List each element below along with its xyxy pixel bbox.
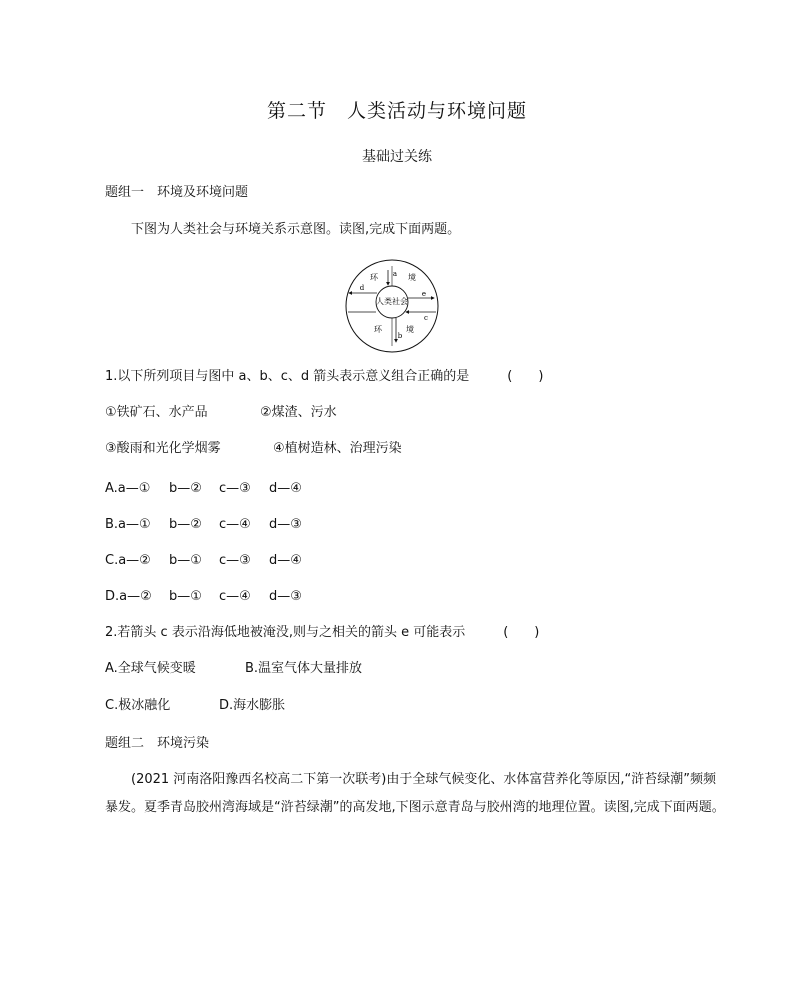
question-2-stem xyxy=(105,624,539,642)
q2-option-a: A.全球气候变暖 xyxy=(105,661,196,676)
label-bottom-right: 境 xyxy=(406,325,414,334)
section-subtitle: 基础过关练 xyxy=(362,149,432,165)
human-environment-diagram xyxy=(344,258,440,354)
q2-option-d: D.海水膨胀 xyxy=(219,698,286,713)
q1-stem-text: 1.以下所列项目与图中 a、b、c、d 箭头表示意义组合正确的是 xyxy=(105,369,470,384)
question-1-stem xyxy=(105,368,543,386)
label-b: b xyxy=(397,332,403,340)
q1-option-d: D.a—② b—① c—④ d—③ xyxy=(105,589,302,604)
q2-options-row-2 xyxy=(105,697,285,715)
section-title: 第二节 人类活动与环境问题 xyxy=(266,100,527,122)
q2-stem-text: 2.若箭头 c 表示沿海低地被淹没,则与之相关的箭头 e 可能表示 xyxy=(105,625,466,640)
q1-option-c: C.a—② b—① c—③ d—④ xyxy=(105,553,302,568)
label-bottom-left: 环 xyxy=(374,325,382,334)
q1-item-4: ④植树造林、治理污染 xyxy=(273,441,402,456)
label-top-right: 境 xyxy=(408,273,416,282)
center-label: 人类社会 xyxy=(376,297,408,306)
q2-options-row-1 xyxy=(105,660,362,678)
q1-answer-bracket: ( ) xyxy=(507,369,544,384)
q1-item-1: ①铁矿石、水产品 xyxy=(105,405,208,420)
label-top-left: 环 xyxy=(370,273,378,282)
intro-text-1: 下图为人类社会与环境关系示意图。读图,完成下面两题。 xyxy=(131,222,461,237)
q2-option-c: C.极冰融化 xyxy=(105,698,171,713)
q1-item-3: ③酸雨和光化学烟雾 xyxy=(105,441,221,456)
label-d: d xyxy=(359,284,365,292)
q1-items-row-2 xyxy=(105,440,402,458)
context-paragraph: (2021 河南洛阳豫西名校高二下第一次联考)由于全球气候变化、水体富营养化等原因,“浒苔绿潮”频频暴发。夏季青岛胶州湾海域是“浒苔绿潮”的高发地,下图示意青岛与胶州湾的地理位置。读图,完成下面两题。 xyxy=(105,772,725,815)
group-heading-1: 题组一 环境及环境问题 xyxy=(105,185,249,200)
label-a: a xyxy=(392,270,398,278)
q1-item-2: ②煤渣、污水 xyxy=(260,405,337,420)
label-c: c xyxy=(424,314,428,322)
label-e: e xyxy=(421,290,427,298)
group-heading-2: 题组二 环境污染 xyxy=(105,736,210,751)
q2-option-b: B.温室气体大量排放 xyxy=(245,661,363,676)
q1-items-row-1 xyxy=(105,404,337,422)
q2-answer-bracket: ( ) xyxy=(503,625,540,640)
q1-option-a: A.a—① b—② c—③ d—④ xyxy=(105,481,302,496)
q1-option-b: B.a—① b—② c—④ d—③ xyxy=(105,517,302,532)
